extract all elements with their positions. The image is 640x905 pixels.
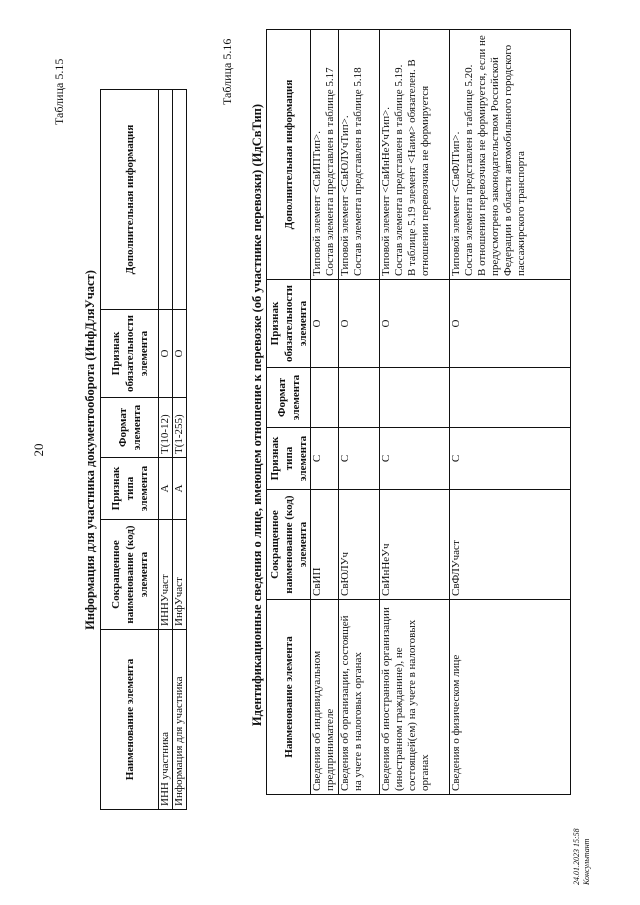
t1-h-name: Наименование элемента	[101, 630, 159, 810]
t2-h-info: Дополнительная информация	[267, 30, 311, 280]
table-row	[173, 90, 187, 810]
t1-r1-code: ИнфУчаст	[173, 520, 187, 630]
t1-r1-format: Т(1-255)	[173, 398, 187, 458]
table-row	[380, 30, 450, 795]
t2-h-req: Признак обязательности элемента	[267, 280, 311, 368]
t2-r1-info-1: Состав элемента представлен в таблице 5.18	[352, 67, 364, 276]
t2-r2-format	[380, 368, 450, 428]
t1-r0-format: Т(10-12)	[159, 398, 173, 458]
t2-h-name: Наименование элемента	[267, 600, 311, 795]
t2-r3-info	[450, 30, 571, 280]
t2-r2-info-1: Состав элемента представлен в таблице 5.19.	[393, 64, 405, 276]
t2-r2-type: С	[380, 428, 450, 490]
t1-r0-code: ИННУчаст	[159, 520, 173, 630]
table2-title: Идентификационные сведения о лице, имеющем отношение к перевозке (об участнике перевозки) (ИдСвТип)	[250, 103, 264, 727]
t2-r1-name: Сведения об организации, состоящей на учете в налоговых органах	[339, 600, 380, 795]
t1-h-type: Признак типа элемента	[101, 458, 159, 520]
t1-h-format: Формат элемента	[101, 398, 159, 458]
t2-r0-info	[311, 30, 339, 280]
t2-r0-name: Сведения об индивидуальном предпринимателе	[311, 600, 339, 795]
table1	[100, 89, 187, 810]
t2-r2-info	[380, 30, 450, 280]
t2-h-format: Формат элемента	[267, 368, 311, 428]
table-row	[311, 30, 339, 795]
t2-r3-type: С	[450, 428, 571, 490]
table-row	[450, 30, 571, 795]
t2-r3-format	[450, 368, 571, 428]
t2-r0-type: С	[311, 428, 339, 490]
t1-r0-type: А	[159, 458, 173, 520]
t1-h-req: Признак обязательности элемента	[101, 310, 159, 398]
t2-r2-info-0: Типовой элемент <СвИнНеУчТип>.	[380, 106, 392, 276]
t2-r3-req: О	[450, 280, 571, 368]
t1-r0-name: ИНН участника	[159, 630, 173, 810]
t1-r0-info	[159, 90, 173, 310]
stamp-date: 24.01.2023 15:58	[572, 828, 581, 885]
print-stamp	[572, 828, 592, 885]
t1-r1-info	[173, 90, 187, 310]
t1-r1-req: О	[173, 310, 187, 398]
t2-r3-code: СвФЛУчаст	[450, 490, 571, 600]
t1-h-info: Дополнительная информация	[101, 90, 159, 310]
t2-r0-req: О	[311, 280, 339, 368]
t2-r0-info-1: Состав элемента представлен в таблице 5.17	[324, 67, 336, 276]
t2-r1-code: СвЮЛУч	[339, 490, 380, 600]
table-row	[339, 30, 380, 795]
table1-caption: Таблица 5.15	[52, 58, 66, 125]
stamp-source: Консультант	[582, 838, 591, 885]
t2-r2-info-2: В таблице 5.19 элемент <Наим> обязателен. В отношении перевозчика не формируется	[406, 59, 431, 276]
page-number: 20	[31, 443, 46, 457]
t2-r3-info-2: В отношении перевозчика не формируется, если не предусмотрено законодательством Российской Федерации в области автомобильного городского пассажирского транспорта	[476, 35, 527, 276]
t2-r3-name: Сведения о физическом лице	[450, 600, 571, 795]
t2-h-code: Сокращенное наименование (код) элемента	[267, 490, 311, 600]
t2-r3-info-1: Состав элемента представлен в таблице 5.20.	[463, 64, 475, 276]
table1-header-row	[101, 90, 159, 810]
table2-caption: Таблица 5.16	[220, 38, 234, 105]
t2-r3-info-0: Типовой элемент <СвФЛТип>.	[450, 131, 462, 276]
t2-r0-info-0: Типовой элемент <СвИПТип>.	[311, 131, 323, 276]
t1-r1-name: Информация для участника	[173, 630, 187, 810]
table2	[266, 29, 571, 795]
t2-r1-type: С	[339, 428, 380, 490]
t1-r1-type: А	[173, 458, 187, 520]
table2-header-row	[267, 30, 311, 795]
t2-r2-name: Сведения об иностранной организации (иностранном гражданине), не состоящей(ем) на учете в налоговых органах	[380, 600, 450, 795]
t1-r0-req: О	[159, 310, 173, 398]
t2-r0-code: СвИП	[311, 490, 339, 600]
t2-r1-req: О	[339, 280, 380, 368]
t2-r1-info-0: Типовой элемент <СвЮЛУчТип>.	[339, 115, 351, 276]
t2-r2-code: СвИнНеУч	[380, 490, 450, 600]
table1-title: Информация для участника документооборота (ИнфДляУчаст)	[83, 270, 97, 630]
t2-r1-info	[339, 30, 380, 280]
t2-r0-format	[311, 368, 339, 428]
t1-h-code: Сокращенное наименование (код) элемента	[101, 520, 159, 630]
table-row	[159, 90, 173, 810]
t2-r1-format	[339, 368, 380, 428]
t2-r2-req: О	[380, 280, 450, 368]
t2-h-type: Признак типа элемента	[267, 428, 311, 490]
